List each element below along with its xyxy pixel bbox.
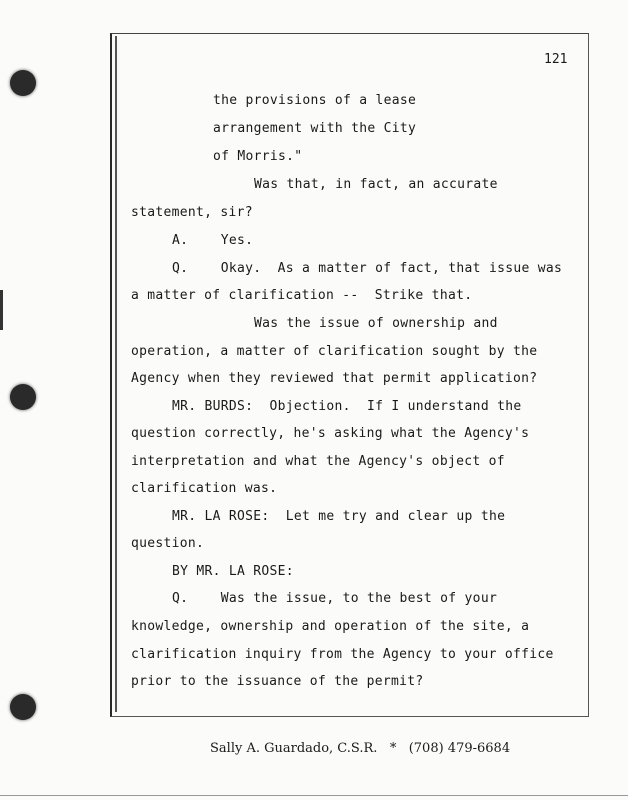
transcript-line: operation, a matter of clarification sought by the <box>131 344 538 359</box>
transcript-margin-rule <box>115 36 117 712</box>
transcript-line: Was that, in fact, an accurate <box>254 177 498 192</box>
reporter-footer: Sally A. Guardado, C.S.R. * (708) 479-6684 <box>210 741 511 756</box>
punch-hole-bottom <box>10 694 36 720</box>
transcript-line: question. <box>131 536 205 551</box>
transcript-line: Agency when they reviewed that permit application? <box>131 371 538 386</box>
page-bottom-rule <box>0 795 628 796</box>
transcript-line: interpretation and what the Agency's object of <box>131 454 505 469</box>
transcript-line: statement, sir? <box>131 205 253 220</box>
transcript-line: Was the issue of ownership and <box>254 316 498 331</box>
transcript-line: of Morris." <box>213 149 303 164</box>
transcript-line: A. Yes. <box>172 233 254 248</box>
punch-hole-middle <box>10 384 36 410</box>
transcript-line: a matter of clarification -- Strike that. <box>131 288 473 303</box>
transcript-line: MR. BURDS: Objection. If I understand the <box>172 399 522 414</box>
transcript-line: clarification inquiry from the Agency to your office <box>131 647 554 662</box>
page-edge-mark <box>0 290 3 330</box>
transcript-line: Q. Okay. As a matter of fact, that issue was <box>172 261 563 276</box>
transcript-line: knowledge, ownership and operation of the site, a <box>131 619 530 634</box>
transcript-line: the provisions of a lease <box>213 93 417 108</box>
transcript-line: prior to the issuance of the permit? <box>131 674 424 689</box>
transcript-line: BY MR. LA ROSE: <box>172 564 294 579</box>
page-number: 121 <box>544 52 568 67</box>
transcript-line: arrangement with the City <box>213 121 417 136</box>
transcript-line: MR. LA ROSE: Let me try and clear up the <box>172 509 506 524</box>
transcript-line: clarification was. <box>131 481 278 496</box>
punch-hole-top <box>10 70 36 96</box>
transcript-line: question correctly, he's asking what the Agency's <box>131 426 530 441</box>
transcript-line: Q. Was the issue, to the best of your <box>172 591 498 606</box>
